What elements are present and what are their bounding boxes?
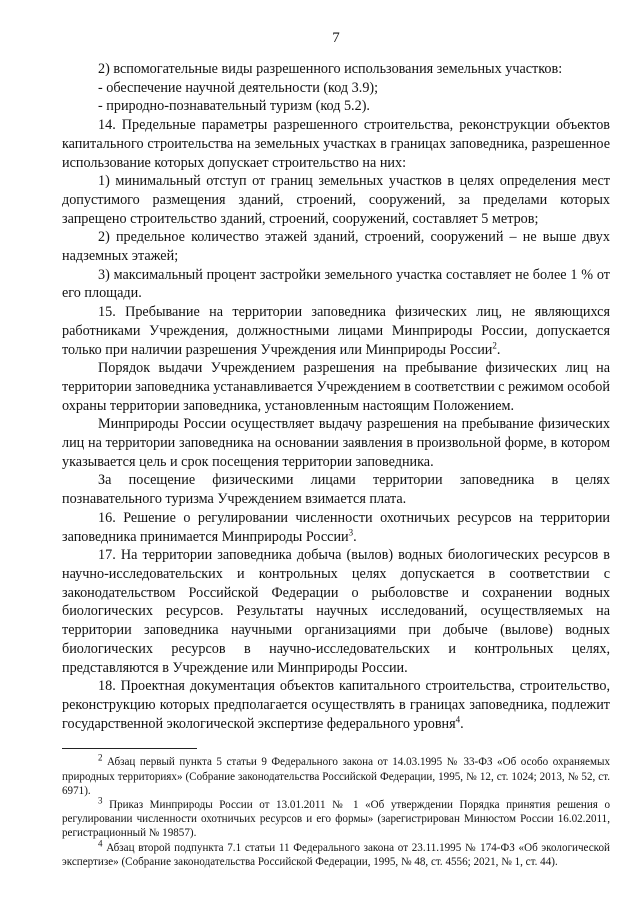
- document-body: [62, 60, 610, 733]
- footnote-number: 2: [98, 752, 103, 763]
- paragraph-16: [62, 509, 610, 546]
- paragraph-auxiliary-uses: 2) вспомогательные виды разрешенного использования земельных участков:: [98, 61, 563, 77]
- footnotes: [62, 752, 610, 869]
- footnote-3: [62, 795, 610, 841]
- paragraph-14-item-1: 1) минимальный отступ от границ земельных участков в целях определения мест допустимого размещения зданий, строений, сооружений, за пределами которых запрещено строительство зданий, строений, сооружений, составляет 5 метров;: [62, 173, 610, 227]
- footnote-ref-3[interactable]: 3: [348, 526, 354, 537]
- paragraph-15: [62, 303, 610, 359]
- paragraph-15-end: .: [496, 341, 501, 358]
- paragraph-16-text: 16. Решение о регулировании численности охотничьих ресурсов на территории заповедника принимается Минприроды России: [62, 509, 610, 545]
- footnote-text: Приказ Минприроды России от 13.01.2011 № 1 «Об утверждении Порядка принятия решения о регулировании численности охотничьих ресурсов и его формы» (зарегистрирован Минюстом России 16.02.2011, регистрационный № 19857).: [62, 798, 610, 840]
- footnote-ref-2[interactable]: 2: [492, 339, 497, 350]
- list-item-science: - обеспечение научной деятельности (код 3.9);: [98, 79, 379, 96]
- footnote-text: Абзац первый пункта 5 статьи 9 Федерального закона от 14.03.1995 № 33-ФЗ «Об особо охраняемых природных территориях» (Собрание законодательства Российской Федерации, 1995, № 12, ст. 1024; 2013, № 52, ст. 6971).: [62, 756, 610, 797]
- page-number: 7: [332, 30, 340, 46]
- paragraph-14-item-2: 2) предельное количество этажей зданий, строений, сооружений – не выше двух надземных этажей;: [62, 229, 610, 265]
- footnote-ref-4[interactable]: 4: [455, 713, 461, 724]
- footnote-divider: [62, 748, 197, 749]
- paragraph-16-end: .: [353, 528, 357, 545]
- paragraph-17: 17. На территории заповедника добыча (вылов) водных биологических ресурсов в научно-исследовательских и контрольных целях допускается в соответствии с законодательством Российской Федерации о рыболовстве и сохранении водных биологических ресурсов. Результаты научных исследований, осуществляемых на территории заповедника научными организациями при добыче (вылове) водных биологических ресурсов в научно-исследовательских и контрольных целях, представляются в Учреждение или Минприроды России.: [62, 547, 610, 676]
- paragraph-15-fee: За посещение физическими лицами территории заповедника в целях познавательного туризма Учреждением взимается плата.: [62, 472, 610, 508]
- paragraph-15-procedure: Порядок выдачи Учреждением разрешения на пребывание физических лиц на территории заповедника устанавливается Учреждением в соответствии с режимом особой охраны территории заповедника, установленным настоящим Положением.: [62, 360, 610, 414]
- paragraph-14: 14. Предельные параметры разрешенного строительства, реконструкции объектов капитального строительства на земельных участках в границах заповедника, разрешенное использование которых допускает строительство на них:: [62, 117, 610, 171]
- footnote-4: [62, 837, 610, 869]
- paragraph-18-end: .: [460, 715, 464, 732]
- paragraph-15-ministry: Минприроды России осуществляет выдачу разрешения на пребывание физических лиц на территории заповедника на основании заявления в произвольной форме, в котором указывается цель и срок посещения территории заповедника.: [62, 416, 610, 470]
- paragraph-15-text: 15. Пребывание на территории заповедника физических лиц, не являющихся работниками Учреждения, должностными лицами Минприроды России, допускается только при наличии разрешения Учреждения или Минприроды России: [62, 304, 610, 358]
- paragraph-18: [62, 677, 610, 733]
- footnote-text: Абзац второй подпункта 7.1 статьи 11 Федерального закона от 23.11.1995 № 174-ФЗ «Об экологической экспертизе» (Собрание законодательства Российской Федерации, 1995, № 48, ст. 4556; 2021, № 1, ст. 44).: [62, 841, 610, 868]
- list-item-tourism: - природно-познавательный туризм (код 5.2).: [98, 98, 370, 115]
- footnote-number: 4: [98, 837, 103, 848]
- paragraph-14-item-3: 3) максимальный процент застройки земельного участка составляет не более 1 % от его площади.: [62, 266, 610, 302]
- paragraph-18-text: 18. Проектная документация объектов капитального строительства, строительство, реконструкцию которых предполагается осуществлять в границах заповедника, подлежит государственной экологической экспертизе федерального уровня: [62, 678, 610, 732]
- footnote-number: 3: [98, 795, 103, 806]
- footnote-2: [62, 752, 610, 798]
